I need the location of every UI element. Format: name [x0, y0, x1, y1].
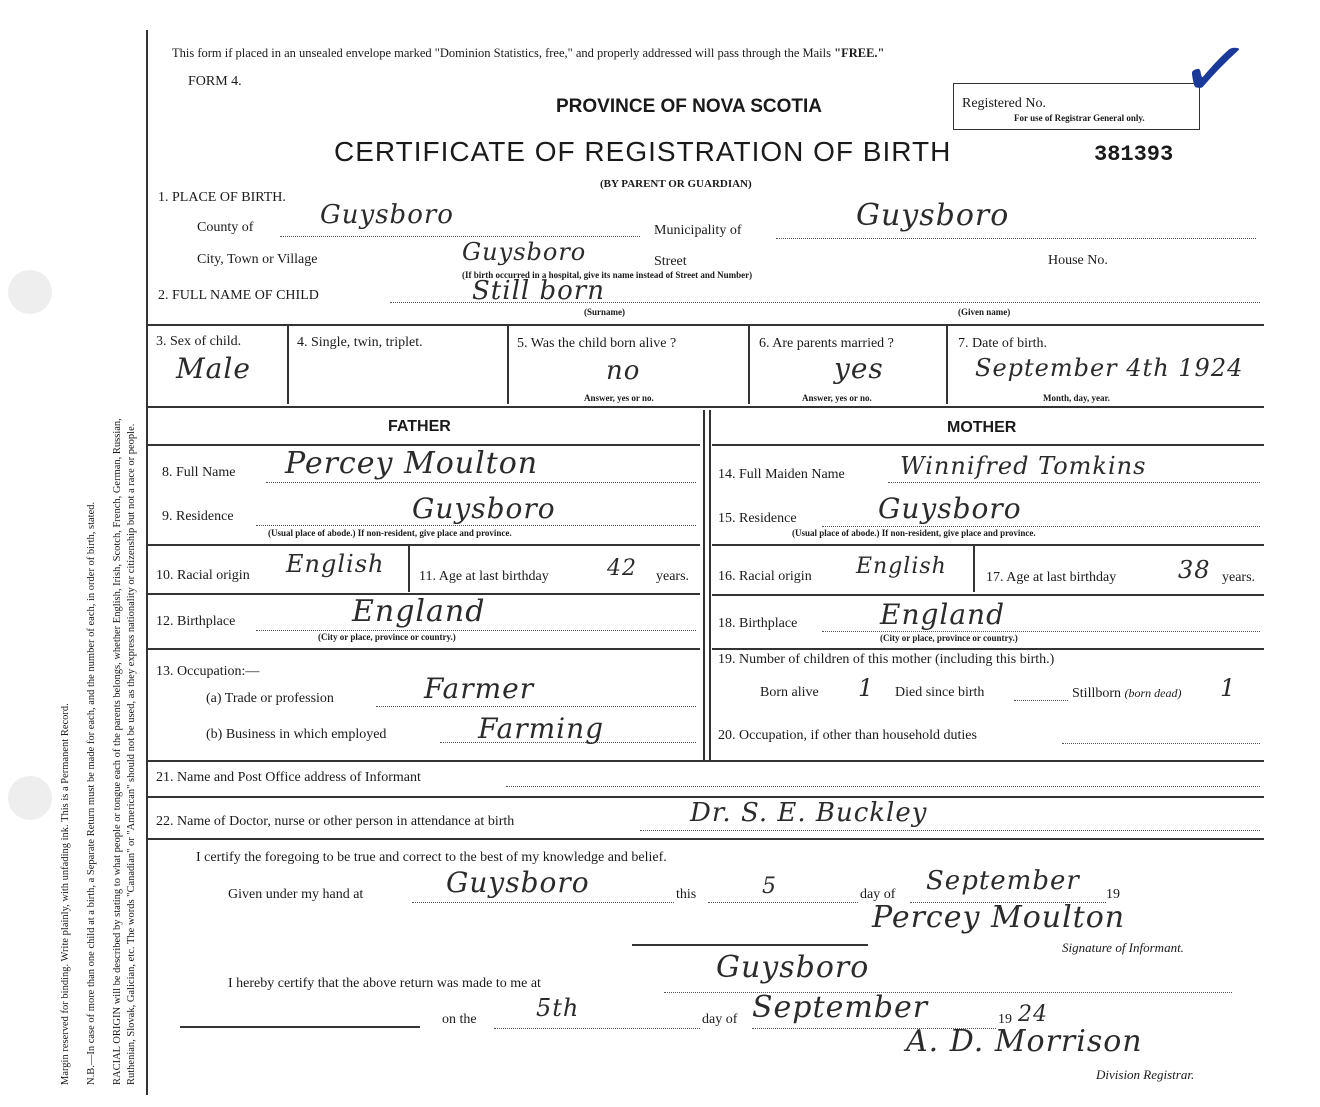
municipality-label: Municipality of — [654, 223, 742, 238]
registrar-signature: A. D. Morrison — [906, 1024, 1143, 1059]
mother-birthplace-value: England — [880, 598, 1006, 631]
parents-married-note: Answer, yes or no. — [802, 393, 872, 403]
given-place-value: Guysboro — [446, 866, 590, 899]
father-abode-note: (Usual place of abode.) If non-resident, give place and province. — [268, 528, 512, 538]
margin-nationality-note: Ruthenian, Slovak, Galician, etc. The words "Canadian" or "American" should not be used, as they express nationality or citizenship but not a race or people. — [126, 423, 137, 1085]
registrar-year-value: 24 — [1018, 1002, 1048, 1027]
father-birthplace-value: England — [352, 594, 486, 629]
doctor-label: 22. Name of Doctor, nurse or other person in attendance at birth — [156, 814, 515, 829]
city-value: Guysboro — [462, 238, 587, 266]
rule-after-child-row — [148, 406, 1264, 408]
registrar-day-of-label: day of — [702, 1012, 738, 1027]
mother-years-label: years. — [1222, 570, 1256, 585]
parents-married-label: 6. Are parents married ? — [759, 336, 894, 351]
registrar-signature-label: Division Registrar. — [1096, 1067, 1195, 1082]
surname-note: (Surname) — [584, 307, 625, 317]
registrar-statement: I hereby certify that the above return was made to me at — [228, 976, 541, 991]
street-label: Street — [654, 254, 687, 269]
rule-heading-mother — [712, 444, 1264, 446]
margin-multiple-birth-note: N.B.—In case of more than one child at a birth, a Separate Return must be made for each, and the number of each, in order of birth, stated. — [86, 501, 97, 1085]
father-residence-value: Guysboro — [412, 492, 556, 525]
rule-after-parents — [148, 760, 1264, 762]
given-name-note: (Given name) — [958, 307, 1011, 317]
registrar-place-line — [664, 992, 1232, 993]
given-day-line — [708, 902, 858, 903]
rule-alive — [748, 324, 750, 404]
free-mail-label: "FREE." — [834, 46, 885, 60]
place-of-birth-label: 1. PLACE OF BIRTH. — [158, 190, 286, 205]
registrar-day-line — [494, 1028, 700, 1029]
certificate-title: CERTIFICATE OF REGISTRATION OF BIRTH — [334, 136, 952, 167]
binding-hole-bottom — [8, 776, 52, 820]
registrar-month-value: September — [752, 990, 929, 1025]
registrar-day-value: 5th — [536, 994, 580, 1022]
father-age-value: 42 — [607, 556, 637, 581]
born-alive-count-value: 1 — [858, 674, 875, 702]
rule-mother-racial — [973, 546, 975, 592]
rule-father-birthplace — [148, 648, 700, 650]
county-value: Guysboro — [320, 200, 454, 230]
house-label: House No. — [1048, 253, 1108, 268]
father-birthplace-line — [256, 630, 696, 631]
child-name-value: Still born — [472, 276, 605, 306]
mother-age-label: 17. Age at last birthday — [986, 570, 1117, 585]
born-alive-count-label: Born alive — [760, 685, 819, 700]
county-label: County of — [197, 220, 254, 235]
stillborn-note: (born dead) — [1124, 686, 1182, 700]
given-month-value: September — [926, 866, 1080, 896]
father-age-label: 11. Age at last birthday — [419, 569, 549, 584]
rule-registrar-left — [180, 1026, 420, 1028]
informant-line — [506, 786, 1260, 787]
informant-label: 21. Name and Post Office address of Informant — [156, 770, 421, 785]
province-heading: PROVINCE OF NOVA SCOTIA — [556, 96, 823, 117]
mother-name-label: 14. Full Maiden Name — [718, 467, 845, 482]
child-name-label: 2. FULL NAME OF CHILD — [158, 288, 319, 303]
municipality-line — [776, 238, 1256, 239]
rule-after-doctor — [148, 838, 1264, 840]
father-name-label: 8. Full Name — [162, 465, 236, 480]
father-residence-label: 9. Residence — [162, 509, 234, 524]
father-business-value: Farming — [478, 712, 605, 745]
margin-binding-note: Margin reserved for binding. Write plainly, with unfading ink. This is a Permanent Record. — [60, 703, 71, 1085]
born-alive-label: 5. Was the child born alive ? — [517, 336, 677, 351]
father-name-line — [266, 482, 696, 483]
city-label: City, Town or Village — [197, 252, 318, 267]
rule-mother-residence — [712, 544, 1264, 546]
date-of-birth-value: September 4th 1924 — [975, 354, 1244, 382]
certificate-subtitle: (BY PARENT OR GUARDIAN) — [600, 178, 752, 190]
given-year-prefix: 19 — [1106, 887, 1120, 902]
father-birthplace-label: 12. Birthplace — [156, 614, 236, 629]
municipality-value: Guysboro — [856, 198, 1010, 233]
born-alive-note: Answer, yes or no. — [584, 393, 654, 403]
father-name-value: Percey Moulton — [285, 446, 539, 481]
margin-racial-origin-note: RACIAL ORIGIN will be described by stating to what people or tongue each of the parents belongs, whether English, Irish, Scotch, French, German, Russian, — [112, 418, 123, 1085]
mother-racial-value: English — [856, 554, 947, 579]
date-of-birth-label: 7. Date of birth. — [958, 336, 1048, 351]
mother-abode-note: (Usual place of abode.) If non-resident, give place and province. — [792, 528, 1036, 538]
died-since-birth-line — [1014, 700, 1068, 701]
father-occupation-label: 13. Occupation:— — [156, 664, 260, 679]
certificate-number: 381393 — [1094, 142, 1174, 167]
sex-value: Male — [176, 352, 251, 385]
died-since-birth-label: Died since birth — [895, 685, 985, 700]
rule-sex — [287, 324, 289, 404]
mother-birthplace-label: 18. Birthplace — [718, 616, 798, 631]
mailing-notice: This form if placed in an unsealed envelope marked "Dominion Statistics, free," and properly addressed will pass through the Mails "FREE." — [172, 46, 885, 60]
hospital-note: (If birth occurred in a hospital, give its name instead of Street and Number) — [462, 270, 753, 280]
certification-statement: I certify the foregoing to be true and correct to the best of my knowledge and belief. — [196, 850, 667, 865]
registered-label: Registered No. — [962, 96, 1046, 111]
rule-father-racial — [408, 546, 410, 592]
mother-occupation-line — [1062, 743, 1260, 744]
rule-mother-racial-row — [712, 594, 1264, 596]
registered-note: For use of Registrar General only. — [1014, 113, 1145, 123]
stillborn-label: Stillborn (born dead) — [1072, 686, 1182, 701]
father-trade-line — [376, 706, 696, 707]
date-of-birth-note: Month, day, year. — [1043, 393, 1110, 403]
given-day-of-label: day of — [860, 887, 896, 902]
father-business-label: (b) Business in which employed — [206, 727, 387, 742]
parents-divider — [703, 410, 705, 760]
parents-married-value: yes — [834, 352, 884, 385]
father-residence-line — [256, 525, 696, 526]
born-alive-value: no — [606, 356, 641, 386]
form-left-rule — [146, 30, 148, 1095]
rule-before-registrar — [632, 944, 868, 946]
mother-heading: MOTHER — [947, 419, 1017, 436]
father-trade-label: (a) Trade or profession — [206, 691, 334, 706]
mother-name-value: Winnifred Tomkins — [900, 452, 1147, 480]
registrar-year-prefix: 19 — [998, 1012, 1012, 1027]
rule-married — [946, 324, 948, 404]
sex-label: 3. Sex of child. — [156, 334, 242, 349]
children-count-label: 19. Number of children of this mother (including this birth.) — [718, 652, 1055, 667]
check-mark-icon: ✓ — [1173, 19, 1257, 122]
form-number: FORM 4. — [188, 74, 242, 89]
mother-occupation-label: 20. Occupation, if other than household duties — [718, 728, 977, 743]
binding-hole-top — [8, 270, 52, 314]
father-trade-value: Farmer — [424, 672, 535, 705]
registrar-on-label: on the — [442, 1012, 477, 1027]
plurality-label: 4. Single, twin, triplet. — [297, 335, 423, 350]
rule-father-residence — [148, 544, 700, 546]
mother-age-value: 38 — [1178, 556, 1211, 584]
doctor-line — [640, 830, 1260, 831]
rule-after-name — [148, 324, 1264, 326]
mother-racial-label: 16. Racial origin — [718, 569, 812, 584]
parents-divider-2 — [709, 410, 711, 760]
stillborn-count-value: 1 — [1220, 674, 1237, 702]
father-heading: FATHER — [388, 418, 451, 435]
mother-residence-label: 15. Residence — [718, 511, 797, 526]
given-under-label: Given under my hand at — [228, 887, 364, 902]
given-day-value: 5 — [762, 874, 777, 899]
mother-city-note: (City or place, province or country.) — [880, 633, 1018, 643]
registrar-place-value: Guysboro — [716, 950, 870, 985]
mother-residence-line — [822, 526, 1260, 527]
mother-residence-value: Guysboro — [878, 492, 1022, 525]
county-line — [280, 236, 640, 237]
father-city-note: (City or place, province or country.) — [318, 632, 456, 642]
rule-mother-birthplace — [712, 648, 1264, 650]
father-racial-value: English — [286, 550, 385, 578]
informant-signature-label: Signature of Informant. — [1062, 940, 1184, 955]
rule-plurality — [507, 324, 509, 404]
given-place-line — [412, 902, 674, 903]
informant-signature: Percey Moulton — [872, 900, 1126, 935]
father-years-label: years. — [656, 569, 690, 584]
this-label: this — [676, 887, 697, 902]
doctor-value: Dr. S. E. Buckley — [690, 798, 928, 828]
mother-name-line — [888, 482, 1260, 483]
father-racial-label: 10. Racial origin — [156, 568, 250, 583]
mother-birthplace-line — [822, 631, 1260, 632]
